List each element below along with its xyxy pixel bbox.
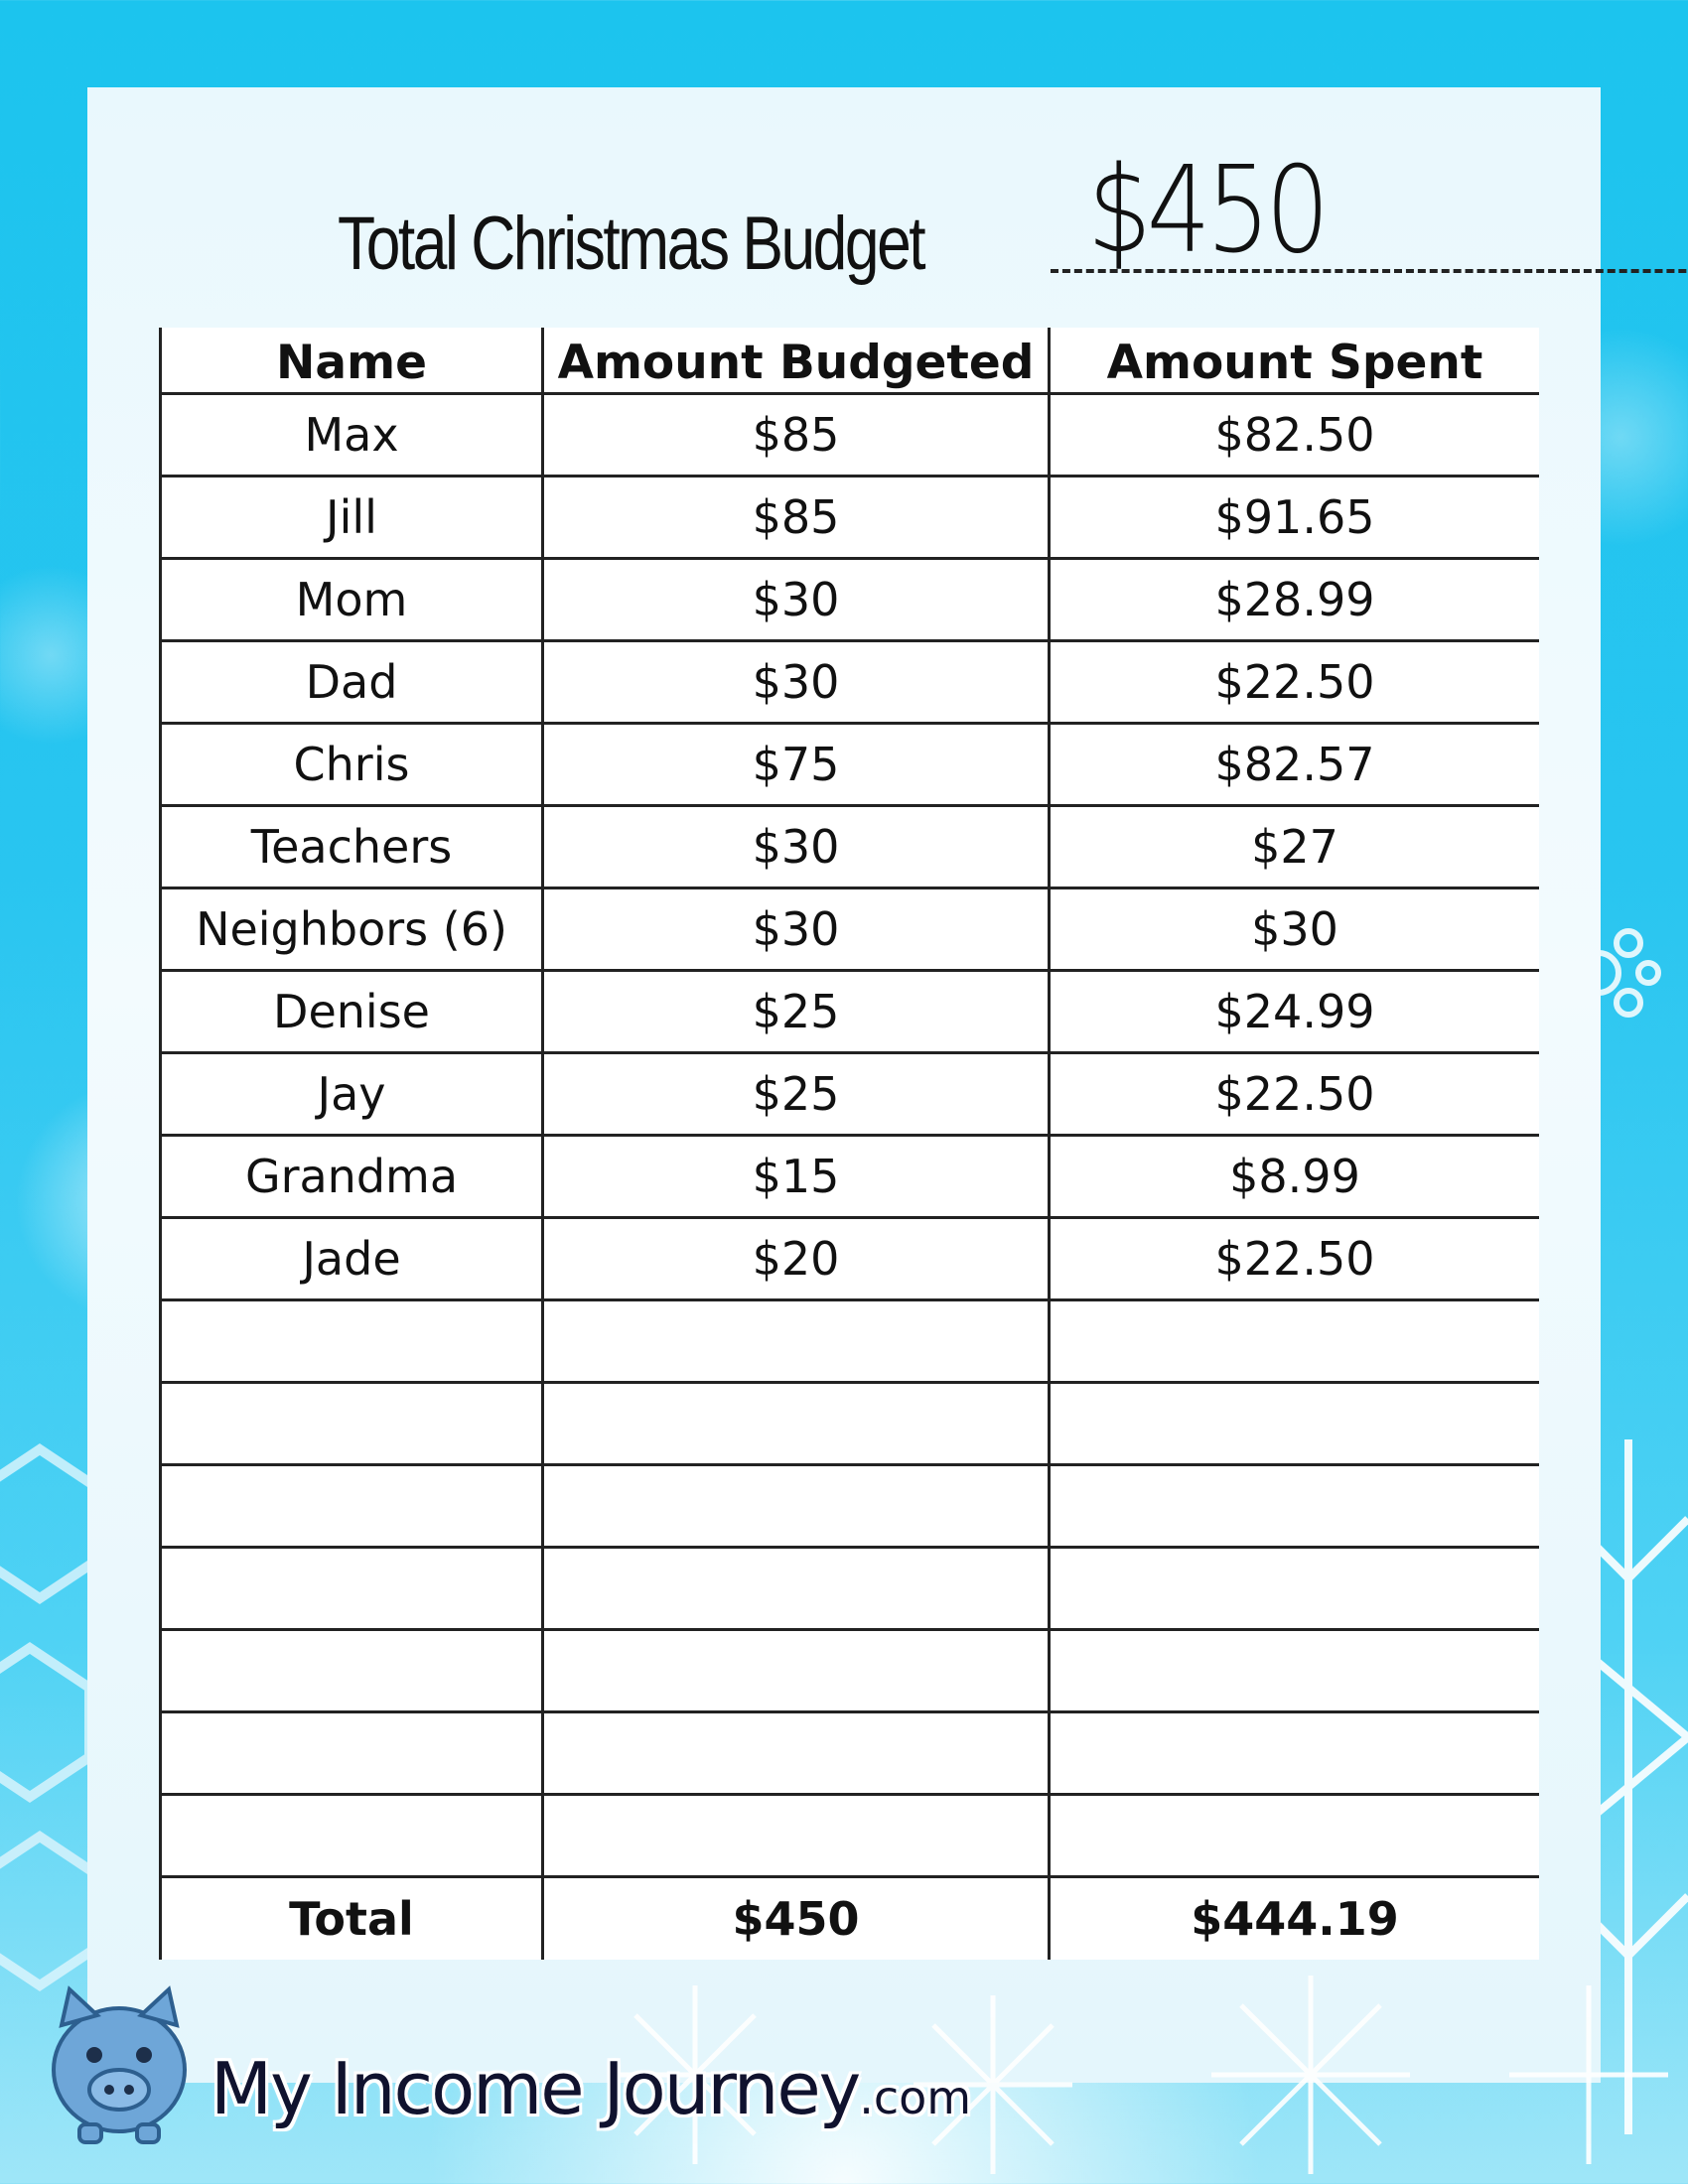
cell-name: Jade: [161, 1218, 543, 1300]
empty-table-row: [161, 1630, 1540, 1712]
cell-name: [161, 1630, 543, 1712]
cell-name: Denise: [161, 971, 543, 1053]
cell-spent: [1050, 1548, 1540, 1630]
cell-budgeted: [543, 1712, 1050, 1795]
cell-budgeted: $85: [543, 477, 1050, 559]
empty-table-row: [161, 1300, 1540, 1383]
table-row: [161, 1218, 1540, 1300]
brand-suffix: .com: [859, 2071, 972, 2124]
cell-budgeted: $75: [543, 724, 1050, 806]
cell-budgeted: [543, 1548, 1050, 1630]
cell-spent: $22.50: [1050, 641, 1540, 724]
header-name: Name: [161, 328, 543, 394]
cell-name: Max: [161, 394, 543, 477]
header-amount-budgeted: Amount Budgeted: [543, 328, 1050, 394]
title-budget-value: $450: [1087, 142, 1326, 280]
cell-budgeted: $25: [543, 971, 1050, 1053]
cell-name: Jay: [161, 1053, 543, 1136]
header-amount-spent: Amount Spent: [1050, 328, 1540, 394]
cell-spent: $82.57: [1050, 724, 1540, 806]
table-row: [161, 971, 1540, 1053]
cell-name: [161, 1383, 543, 1465]
cell-budgeted: [543, 1630, 1050, 1712]
cell-spent: [1050, 1795, 1540, 1877]
cell-spent: [1050, 1712, 1540, 1795]
cell-spent: $82.50: [1050, 394, 1540, 477]
table-header-row: [161, 328, 1540, 394]
cell-budgeted: [543, 1383, 1050, 1465]
cell-budgeted: $30: [543, 888, 1050, 971]
table-row: [161, 806, 1540, 888]
total-spent: $444.19: [1050, 1877, 1540, 1961]
cell-spent: [1050, 1383, 1540, 1465]
table-row: [161, 477, 1540, 559]
table-row: [161, 1136, 1540, 1218]
empty-table-row: [161, 1795, 1540, 1877]
cell-name: Grandma: [161, 1136, 543, 1218]
cell-budgeted: $30: [543, 806, 1050, 888]
budget-table: [159, 328, 1539, 1960]
title-label: Total Christmas Budget: [338, 202, 924, 286]
cell-spent: $30: [1050, 888, 1540, 971]
cell-name: [161, 1465, 543, 1548]
cell-name: Chris: [161, 724, 543, 806]
table-row: [161, 394, 1540, 477]
cell-budgeted: $25: [543, 1053, 1050, 1136]
cell-budgeted: $30: [543, 641, 1050, 724]
cell-budgeted: $15: [543, 1136, 1050, 1218]
cell-spent: $28.99: [1050, 559, 1540, 641]
cell-budgeted: $20: [543, 1218, 1050, 1300]
budget-title: [338, 142, 1410, 303]
empty-table-row: [161, 1383, 1540, 1465]
cell-spent: $24.99: [1050, 971, 1540, 1053]
cell-name: Teachers: [161, 806, 543, 888]
cell-budgeted: [543, 1300, 1050, 1383]
piggy-bank-icon: [40, 1976, 199, 2144]
total-label: Total: [161, 1877, 543, 1961]
cell-name: Neighbors (6): [161, 888, 543, 971]
empty-table-row: [161, 1712, 1540, 1795]
cell-spent: $27: [1050, 806, 1540, 888]
cell-budgeted: $30: [543, 559, 1050, 641]
total-row: [161, 1877, 1540, 1961]
cell-name: Jill: [161, 477, 543, 559]
table-row: [161, 559, 1540, 641]
cell-spent: $91.65: [1050, 477, 1540, 559]
cell-name: Dad: [161, 641, 543, 724]
empty-table-row: [161, 1465, 1540, 1548]
cell-spent: [1050, 1465, 1540, 1548]
cell-spent: [1050, 1300, 1540, 1383]
cell-spent: [1050, 1630, 1540, 1712]
cell-budgeted: [543, 1465, 1050, 1548]
cell-name: Mom: [161, 559, 543, 641]
table-row: [161, 641, 1540, 724]
cell-spent: $8.99: [1050, 1136, 1540, 1218]
brand-wordmark: [211, 2047, 971, 2130]
cell-name: [161, 1300, 543, 1383]
table-row: [161, 888, 1540, 971]
brand-name: My Income Journey: [211, 2047, 860, 2130]
table-row: [161, 724, 1540, 806]
table-row: [161, 1053, 1540, 1136]
cell-name: [161, 1548, 543, 1630]
cell-spent: $22.50: [1050, 1218, 1540, 1300]
total-budgeted: $450: [543, 1877, 1050, 1961]
cell-budgeted: [543, 1795, 1050, 1877]
cell-name: [161, 1795, 543, 1877]
cell-spent: $22.50: [1050, 1053, 1540, 1136]
empty-table-row: [161, 1548, 1540, 1630]
cell-budgeted: $85: [543, 394, 1050, 477]
cell-name: [161, 1712, 543, 1795]
